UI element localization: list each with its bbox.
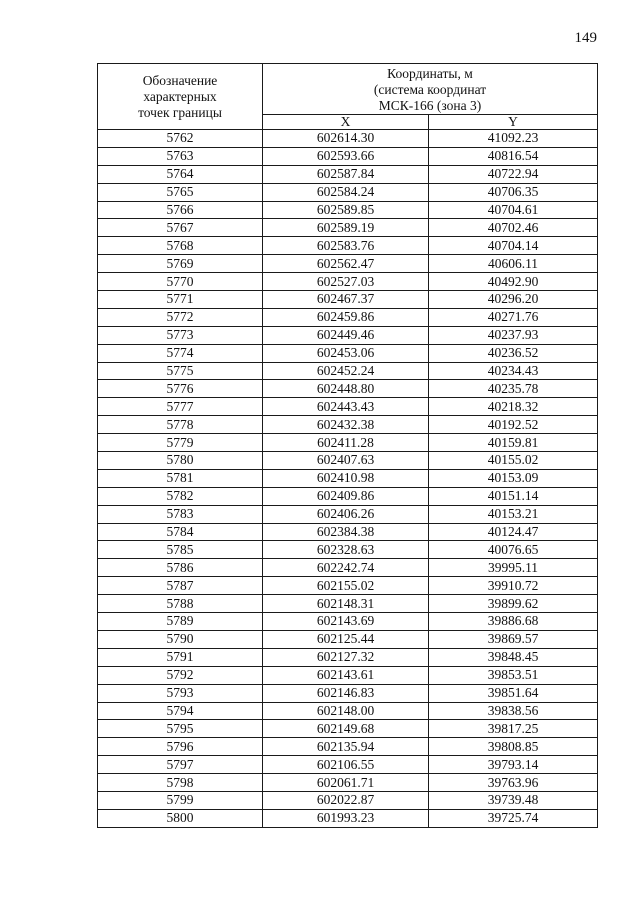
point-id-cell: 5784 bbox=[98, 523, 263, 541]
point-id-cell: 5764 bbox=[98, 165, 263, 183]
y-coordinate-cell: 39910.72 bbox=[429, 577, 598, 595]
x-coordinate-cell: 602467.37 bbox=[263, 291, 429, 309]
point-id-cell: 5795 bbox=[98, 720, 263, 738]
x-coordinate-cell: 602411.28 bbox=[263, 434, 429, 452]
y-coordinate-cell: 40234.43 bbox=[429, 362, 598, 380]
table-row bbox=[98, 237, 598, 255]
point-id-cell: 5788 bbox=[98, 595, 263, 613]
y-coordinate-cell: 40153.09 bbox=[429, 469, 598, 487]
y-coordinate-cell: 39793.14 bbox=[429, 756, 598, 774]
point-id-cell: 5796 bbox=[98, 738, 263, 756]
table-row bbox=[98, 201, 598, 219]
y-coordinate-cell: 39995.11 bbox=[429, 559, 598, 577]
point-id-cell: 5780 bbox=[98, 452, 263, 470]
x-coordinate-cell: 602146.83 bbox=[263, 684, 429, 702]
x-coordinate-cell: 602593.66 bbox=[263, 147, 429, 165]
x-coordinate-cell: 602584.24 bbox=[263, 183, 429, 201]
x-coordinate-cell: 602453.06 bbox=[263, 344, 429, 362]
table-row bbox=[98, 666, 598, 684]
y-coordinate-cell: 40076.65 bbox=[429, 541, 598, 559]
x-coordinate-cell: 602106.55 bbox=[263, 756, 429, 774]
point-id-cell: 5778 bbox=[98, 416, 263, 434]
coordinates-table bbox=[97, 63, 598, 828]
y-coordinate-cell: 39886.68 bbox=[429, 613, 598, 631]
x-coordinate-cell: 602448.80 bbox=[263, 380, 429, 398]
point-id-cell: 5781 bbox=[98, 469, 263, 487]
point-id-cell: 5762 bbox=[98, 130, 263, 148]
y-coordinate-cell: 39725.74 bbox=[429, 809, 598, 827]
point-id-cell: 5769 bbox=[98, 255, 263, 273]
x-coordinate-cell: 602061.71 bbox=[263, 774, 429, 792]
table-row bbox=[98, 398, 598, 416]
point-id-cell: 5790 bbox=[98, 630, 263, 648]
table-row bbox=[98, 613, 598, 631]
table-row bbox=[98, 774, 598, 792]
y-coordinate-cell: 39808.85 bbox=[429, 738, 598, 756]
x-coordinate-cell: 602242.74 bbox=[263, 559, 429, 577]
table-row bbox=[98, 255, 598, 273]
x-coordinate-cell: 602148.31 bbox=[263, 595, 429, 613]
table-header bbox=[98, 64, 598, 130]
point-id-cell: 5772 bbox=[98, 308, 263, 326]
x-coordinate-cell: 602125.44 bbox=[263, 630, 429, 648]
y-column-header: Y bbox=[429, 115, 598, 130]
header-line: МСК-166 (зона 3) bbox=[378, 98, 482, 113]
x-coordinate-cell: 602527.03 bbox=[263, 273, 429, 291]
point-id-cell: 5791 bbox=[98, 648, 263, 666]
table-row bbox=[98, 362, 598, 380]
x-coordinate-cell: 602443.43 bbox=[263, 398, 429, 416]
table-row bbox=[98, 809, 598, 827]
table-row bbox=[98, 165, 598, 183]
point-id-cell: 5768 bbox=[98, 237, 263, 255]
y-coordinate-cell: 40271.76 bbox=[429, 308, 598, 326]
y-coordinate-cell: 39848.45 bbox=[429, 648, 598, 666]
y-coordinate-cell: 39838.56 bbox=[429, 702, 598, 720]
point-id-cell: 5786 bbox=[98, 559, 263, 577]
x-coordinate-cell: 602143.69 bbox=[263, 613, 429, 631]
x-coordinate-cell: 602589.85 bbox=[263, 201, 429, 219]
table-row bbox=[98, 702, 598, 720]
page-number: 149 bbox=[574, 30, 597, 46]
header-line: (система координат bbox=[373, 82, 487, 97]
point-id-cell: 5773 bbox=[98, 326, 263, 344]
point-id-cell: 5777 bbox=[98, 398, 263, 416]
x-coordinate-cell: 601993.23 bbox=[263, 809, 429, 827]
table-row bbox=[98, 791, 598, 809]
point-id-cell: 5766 bbox=[98, 201, 263, 219]
x-coordinate-cell: 602614.30 bbox=[263, 130, 429, 148]
point-id-cell: 5797 bbox=[98, 756, 263, 774]
header-row-top bbox=[98, 64, 598, 115]
point-id-cell: 5782 bbox=[98, 487, 263, 505]
x-coordinate-cell: 602384.38 bbox=[263, 523, 429, 541]
x-coordinate-cell: 602022.87 bbox=[263, 791, 429, 809]
table-row bbox=[98, 648, 598, 666]
header-line: Координаты, м bbox=[387, 66, 473, 81]
table-row bbox=[98, 684, 598, 702]
x-coordinate-cell: 602410.98 bbox=[263, 469, 429, 487]
point-designation-header bbox=[98, 64, 263, 130]
table-row bbox=[98, 273, 598, 291]
table-row bbox=[98, 738, 598, 756]
x-coordinate-cell: 602409.86 bbox=[263, 487, 429, 505]
x-coordinate-cell: 602135.94 bbox=[263, 738, 429, 756]
table-row bbox=[98, 380, 598, 398]
x-coordinate-cell: 602432.38 bbox=[263, 416, 429, 434]
y-coordinate-cell: 40155.02 bbox=[429, 452, 598, 470]
point-id-cell: 5779 bbox=[98, 434, 263, 452]
y-coordinate-cell: 40235.78 bbox=[429, 380, 598, 398]
table-row bbox=[98, 344, 598, 362]
y-coordinate-cell: 40153.21 bbox=[429, 505, 598, 523]
y-coordinate-cell: 40704.61 bbox=[429, 201, 598, 219]
y-coordinate-cell: 40606.11 bbox=[429, 255, 598, 273]
table-row bbox=[98, 308, 598, 326]
header-line: Обозначение bbox=[142, 72, 218, 88]
x-coordinate-cell: 602459.86 bbox=[263, 308, 429, 326]
y-coordinate-cell: 40816.54 bbox=[429, 147, 598, 165]
table-row bbox=[98, 720, 598, 738]
point-id-cell: 5770 bbox=[98, 273, 263, 291]
table-row bbox=[98, 291, 598, 309]
table-row bbox=[98, 523, 598, 541]
table-row bbox=[98, 559, 598, 577]
x-coordinate-cell: 602143.61 bbox=[263, 666, 429, 684]
x-coordinate-cell: 602589.19 bbox=[263, 219, 429, 237]
table-row bbox=[98, 595, 598, 613]
y-coordinate-cell: 39853.51 bbox=[429, 666, 598, 684]
y-coordinate-cell: 40236.52 bbox=[429, 344, 598, 362]
y-coordinate-cell: 40296.20 bbox=[429, 291, 598, 309]
point-id-cell: 5787 bbox=[98, 577, 263, 595]
x-column-header: X bbox=[263, 115, 429, 130]
table-row bbox=[98, 487, 598, 505]
x-coordinate-cell: 602127.32 bbox=[263, 648, 429, 666]
point-id-cell: 5785 bbox=[98, 541, 263, 559]
point-id-cell: 5776 bbox=[98, 380, 263, 398]
point-id-cell: 5765 bbox=[98, 183, 263, 201]
table-row bbox=[98, 505, 598, 523]
y-coordinate-cell: 40237.93 bbox=[429, 326, 598, 344]
y-coordinate-cell: 40706.35 bbox=[429, 183, 598, 201]
x-coordinate-cell: 602148.00 bbox=[263, 702, 429, 720]
y-coordinate-cell: 40218.32 bbox=[429, 398, 598, 416]
y-coordinate-cell: 39739.48 bbox=[429, 791, 598, 809]
x-coordinate-cell: 602587.84 bbox=[263, 165, 429, 183]
y-coordinate-cell: 40192.52 bbox=[429, 416, 598, 434]
table-row bbox=[98, 756, 598, 774]
coordinates-group-header bbox=[263, 64, 598, 115]
table-row bbox=[98, 219, 598, 237]
header-line: характерных bbox=[143, 88, 217, 104]
point-id-cell: 5763 bbox=[98, 147, 263, 165]
x-coordinate-cell: 602583.76 bbox=[263, 237, 429, 255]
y-coordinate-cell: 40159.81 bbox=[429, 434, 598, 452]
y-coordinate-cell: 40124.47 bbox=[429, 523, 598, 541]
point-id-cell: 5799 bbox=[98, 791, 263, 809]
x-coordinate-cell: 602406.26 bbox=[263, 505, 429, 523]
y-coordinate-cell: 39817.25 bbox=[429, 720, 598, 738]
y-coordinate-cell: 39899.62 bbox=[429, 595, 598, 613]
y-coordinate-cell: 39763.96 bbox=[429, 774, 598, 792]
y-coordinate-cell: 40722.94 bbox=[429, 165, 598, 183]
point-id-cell: 5771 bbox=[98, 291, 263, 309]
x-coordinate-cell: 602328.63 bbox=[263, 541, 429, 559]
table-row bbox=[98, 147, 598, 165]
point-id-cell: 5775 bbox=[98, 362, 263, 380]
header-line: точек границы bbox=[138, 104, 222, 120]
x-coordinate-cell: 602407.63 bbox=[263, 452, 429, 470]
point-id-cell: 5798 bbox=[98, 774, 263, 792]
point-id-cell: 5800 bbox=[98, 809, 263, 827]
table-row bbox=[98, 434, 598, 452]
x-coordinate-cell: 602155.02 bbox=[263, 577, 429, 595]
point-id-cell: 5789 bbox=[98, 613, 263, 631]
table-row bbox=[98, 452, 598, 470]
y-coordinate-cell: 40151.14 bbox=[429, 487, 598, 505]
y-coordinate-cell: 39869.57 bbox=[429, 630, 598, 648]
table-row bbox=[98, 541, 598, 559]
point-id-cell: 5794 bbox=[98, 702, 263, 720]
y-coordinate-cell: 39851.64 bbox=[429, 684, 598, 702]
y-coordinate-cell: 40702.46 bbox=[429, 219, 598, 237]
point-id-cell: 5793 bbox=[98, 684, 263, 702]
table-row bbox=[98, 577, 598, 595]
y-coordinate-cell: 40492.90 bbox=[429, 273, 598, 291]
x-coordinate-cell: 602452.24 bbox=[263, 362, 429, 380]
x-coordinate-cell: 602149.68 bbox=[263, 720, 429, 738]
y-coordinate-cell: 41092.23 bbox=[429, 130, 598, 148]
table-row bbox=[98, 469, 598, 487]
table-row bbox=[98, 326, 598, 344]
y-coordinate-cell: 40704.14 bbox=[429, 237, 598, 255]
point-id-cell: 5783 bbox=[98, 505, 263, 523]
table-row bbox=[98, 130, 598, 148]
table-row bbox=[98, 630, 598, 648]
x-coordinate-cell: 602562.47 bbox=[263, 255, 429, 273]
point-id-cell: 5774 bbox=[98, 344, 263, 362]
point-id-cell: 5792 bbox=[98, 666, 263, 684]
table-row bbox=[98, 416, 598, 434]
table-body bbox=[98, 130, 598, 828]
point-id-cell: 5767 bbox=[98, 219, 263, 237]
table-row bbox=[98, 183, 598, 201]
x-coordinate-cell: 602449.46 bbox=[263, 326, 429, 344]
